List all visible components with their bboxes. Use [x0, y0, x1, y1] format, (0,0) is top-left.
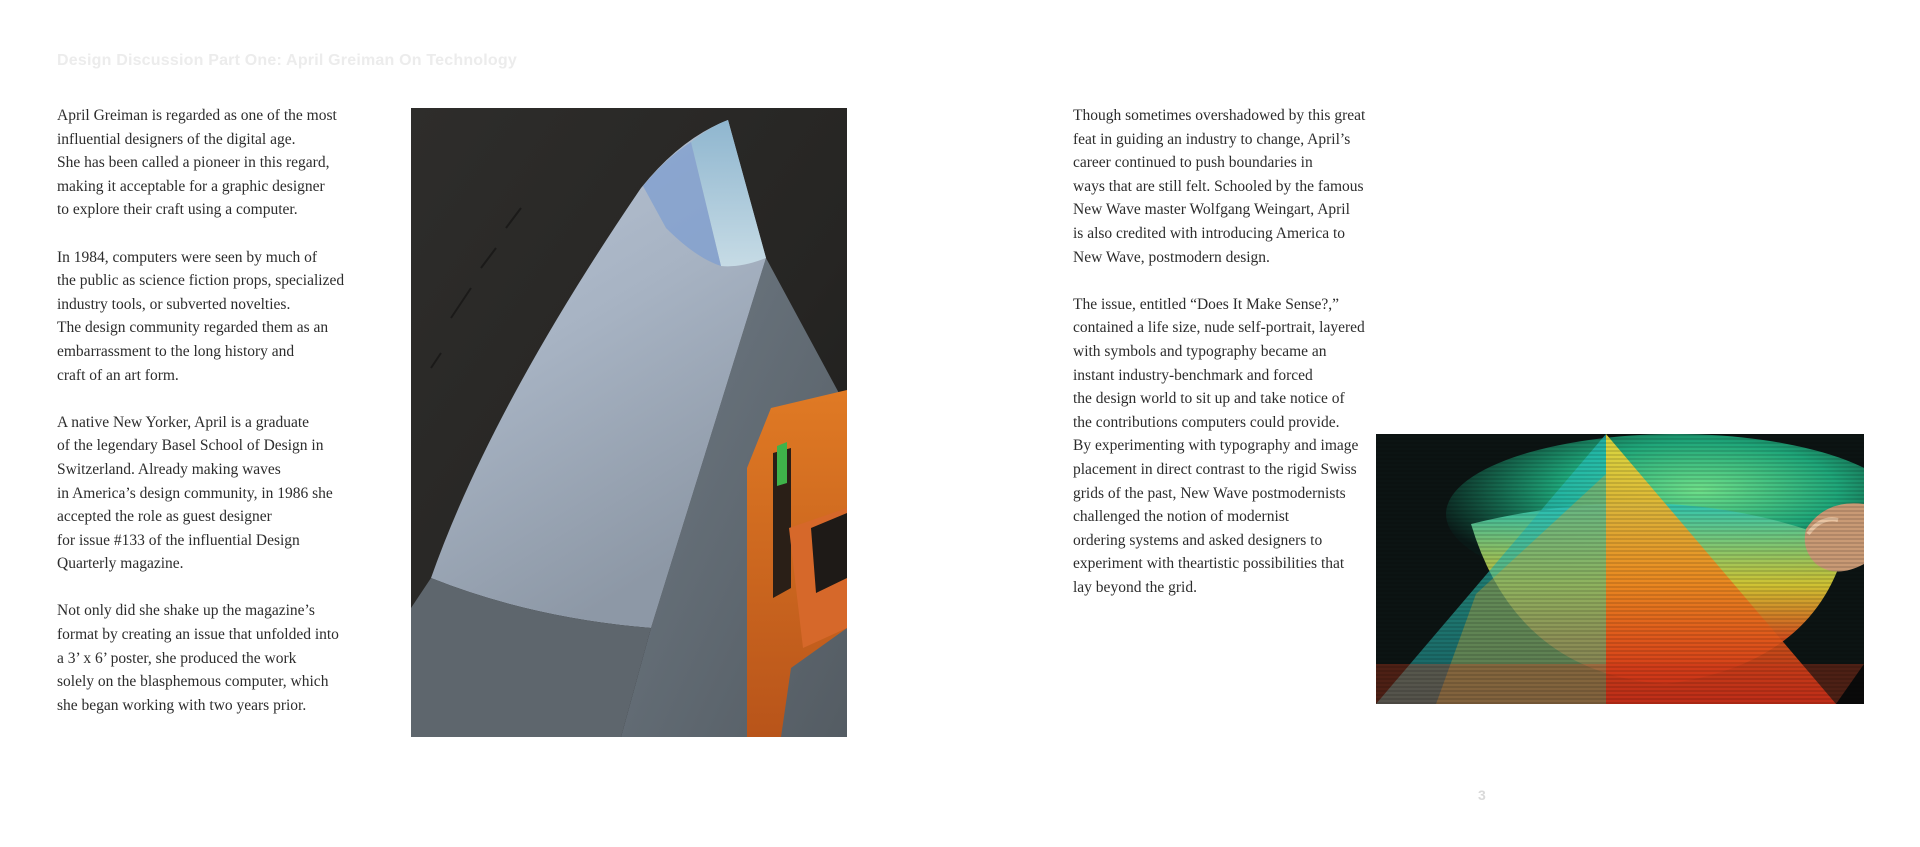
text-line: in America’s design community, in 1986 she — [57, 484, 333, 502]
text-line: the design world to sit up and take notice of — [1073, 390, 1345, 408]
text-line: feat in guiding an industry to change, April’s — [1073, 130, 1351, 148]
left-paragraph-4 — [57, 599, 357, 717]
prism-photo — [1376, 434, 1864, 704]
text-line: Though sometimes overshadowed by this great — [1073, 107, 1366, 124]
left-paragraph-3 — [57, 411, 357, 576]
text-line: The issue, entitled “Does It Make Sense?,” — [1073, 295, 1339, 313]
building-photo — [411, 108, 847, 737]
text-line: By experimenting with typography and image — [1073, 437, 1359, 455]
text-line: ways that are still felt. Schooled by the famous — [1073, 177, 1364, 195]
text-line: A native New Yorker, April is a graduate — [57, 413, 310, 431]
text-line: industry tools, or subverted novelties. — [57, 295, 291, 313]
text-line: influential designers of the digital age. — [57, 130, 296, 148]
page-header-title: Design Discussion Part One: April Greiman On Technology — [57, 52, 517, 69]
text-line: format by creating an issue that unfolded into — [57, 626, 339, 644]
text-line: The design community regarded them as an — [57, 319, 329, 337]
text-line: contained a life size, nude self-portrait, layered — [1073, 319, 1365, 337]
text-line: ordering systems and asked designers to — [1073, 531, 1323, 549]
left-paragraph-2 — [57, 246, 357, 388]
right-text-column — [1073, 104, 1373, 623]
prism-photo-icon — [1376, 434, 1864, 704]
text-line: She has been called a pioneer in this regard, — [57, 154, 330, 172]
text-line: career continued to push boundaries in — [1073, 154, 1313, 172]
text-line: accepted the role as guest designer — [57, 508, 272, 526]
text-line: placement in direct contrast to the rigid Swiss — [1073, 460, 1357, 478]
text-line: craft of an art form. — [57, 366, 179, 384]
page-number: 3 — [1478, 787, 1486, 803]
right-paragraph-2 — [1073, 293, 1373, 600]
text-line: Switzerland. Already making waves — [57, 460, 281, 478]
text-line: Not only did she shake up the magazine’s — [57, 602, 315, 620]
text-line: Quarterly magazine. — [57, 555, 184, 573]
text-line: April Greiman is regarded as one of the most — [57, 107, 337, 124]
text-line: of the legendary Basel School of Design in — [57, 437, 324, 455]
text-line: for issue #133 of the influential Design — [57, 531, 300, 549]
text-line: experiment with theartistic possibilities that — [1073, 555, 1345, 573]
text-line: the public as science fiction props, specialized — [57, 272, 345, 290]
text-line: lay beyond the grid. — [1073, 578, 1197, 596]
text-line: grids of the past, New Wave postmodernists — [1073, 484, 1346, 502]
left-paragraph-1 — [57, 104, 357, 222]
right-paragraph-1 — [1073, 104, 1373, 269]
text-line: challenged the notion of modernist — [1073, 508, 1290, 526]
left-text-column — [57, 104, 357, 741]
text-line: a 3’ x 6’ poster, she produced the work — [57, 649, 297, 667]
text-line: instant industry-benchmark and forced — [1073, 366, 1313, 384]
text-line: embarrassment to the long history and — [57, 342, 295, 360]
text-line: New Wave, postmodern design. — [1073, 248, 1270, 266]
text-line: is also credited with introducing America to — [1073, 224, 1346, 242]
text-line: In 1984, computers were seen by much of — [57, 248, 317, 266]
text-line: solely on the blasphemous computer, which — [57, 673, 329, 691]
text-line: she began working with two years prior. — [57, 696, 307, 714]
text-line: the contributions computers could provide. — [1073, 413, 1340, 431]
text-line: to explore their craft using a computer. — [57, 201, 298, 219]
text-line: with symbols and typography became an — [1073, 342, 1327, 360]
building-photo-icon — [411, 108, 847, 737]
text-line: New Wave master Wolfgang Weingart, April — [1073, 201, 1350, 219]
text-line: making it acceptable for a graphic designer — [57, 177, 325, 195]
